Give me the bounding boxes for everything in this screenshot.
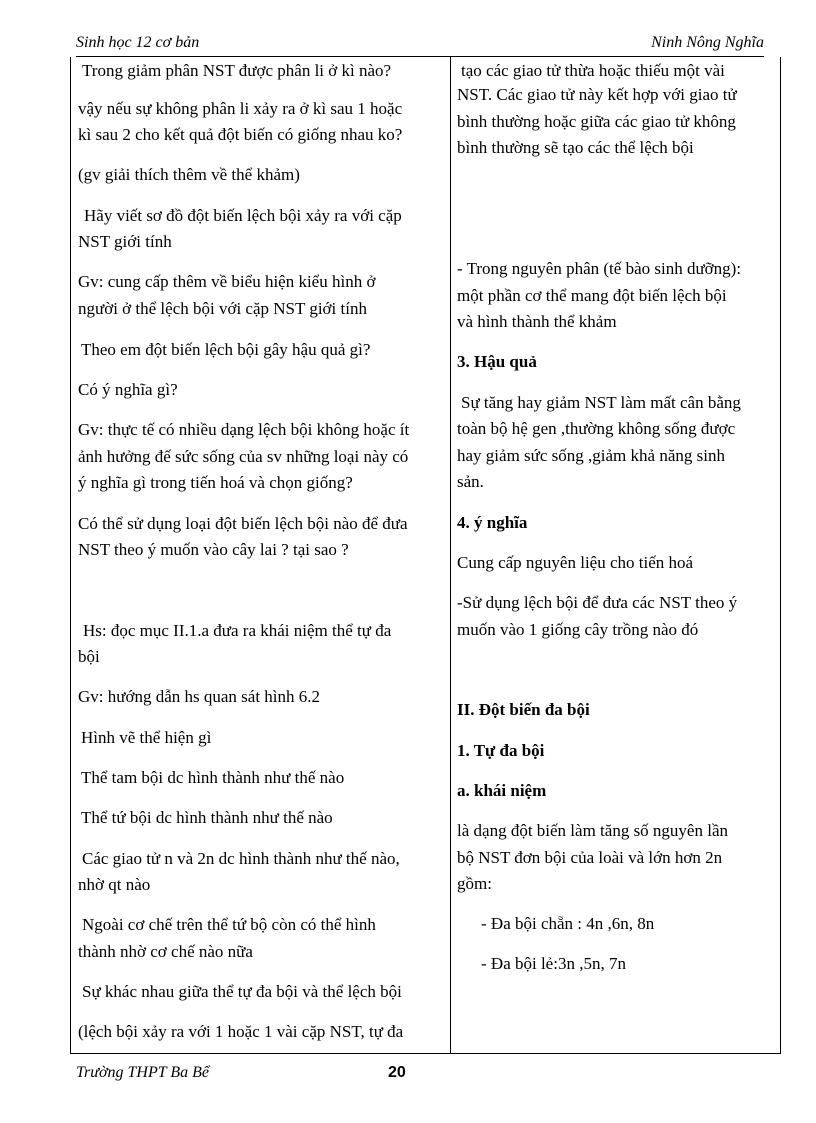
left-line: Có thể sử dụng loại đột biến lệch bội nào để đưa (78, 514, 408, 533)
right-line: bình thường sẽ tạo các thể lệch bội (457, 138, 694, 157)
left-line: (lệch bội xảy ra với 1 hoặc 1 vài cặp NST, tự đa (78, 1022, 404, 1041)
left-line: Hs: đọc mục II.1.a đưa ra khái niệm thể tự đa (83, 621, 392, 640)
left-line: Thể tứ bội dc hình thành như thế nào (81, 808, 333, 827)
left-line: vậy nếu sự không phân li xảy ra ở kì sau 1 hoặc (78, 99, 403, 118)
left-line: Gv: cung cấp thêm về biểu hiện kiểu hình ở (78, 272, 376, 291)
left-line: Có ý nghĩa gì? (78, 380, 178, 399)
right-line: là dạng đột biến làm tăng số nguyên lần (457, 821, 728, 840)
left-line: Theo em đột biến lệch bội gây hậu quả gì? (81, 340, 371, 359)
header-author: Ninh Nông Nghĩa (651, 34, 764, 51)
left-line: Sự khác nhau giữa thể tự đa bội và thể lệch bội (82, 982, 402, 1001)
left-line: nhờ qt nào (78, 875, 151, 894)
left-line: ý nghĩa gì trong tiến hoá và chọn giống? (78, 473, 353, 492)
left-line: Trong giảm phân NST được phân li ở kì nào? (82, 61, 392, 80)
left-line: bội (78, 647, 100, 666)
right-line: toàn bộ hệ gen ,thường không sống được (457, 419, 736, 438)
content-table (70, 57, 781, 1054)
section-heading: 3. Hậu quả (457, 352, 537, 371)
left-line: Hình vẽ thể hiện gì (81, 728, 212, 747)
left-line: kì sau 2 cho kết quả đột biến có giống nhau ko? (78, 125, 403, 144)
right-line: - Đa bội lẻ:3n ,5n, 7n (481, 954, 626, 973)
left-line: thành nhờ cơ chế nào nữa (78, 942, 253, 961)
right-line: Sự tăng hay giảm NST làm mất cân bằng (461, 393, 741, 412)
section-heading: II. Đột biến đa bội (457, 700, 590, 719)
section-heading: 1. Tự đa bội (457, 741, 545, 760)
left-line: (gv giải thích thêm về thể khảm) (78, 165, 300, 184)
header-subject: Sinh học 12 cơ bản (76, 34, 200, 51)
section-heading: a. khái niệm (457, 781, 547, 800)
left-line: Ngoài cơ chế trên thể tứ bộ còn có thể hình (82, 915, 376, 934)
right-line: - Trong nguyên phân (tế bào sinh dưỡng): (457, 259, 742, 278)
left-line: Gv: hướng dẫn hs quan sát hình 6.2 (78, 687, 321, 706)
page-header (76, 34, 764, 57)
right-line: và hình thành thể khảm (457, 312, 617, 331)
right-line: sản. (457, 472, 484, 491)
right-line: bình thường hoặc giữa các giao tử không (457, 112, 736, 131)
right-line: tạo các giao tử thừa hoặc thiếu một vài (461, 61, 725, 80)
column-divider (450, 57, 451, 1053)
right-line: -Sử dụng lệch bội để đưa các NST theo ý (457, 593, 738, 612)
right-line: bộ NST đơn bội của loài và lớn hơn 2n (457, 848, 723, 867)
right-line: Cung cấp nguyên liệu cho tiến hoá (457, 553, 694, 572)
right-line: gồm: (457, 874, 492, 893)
right-line: NST. Các giao tử này kết hợp với giao tử (457, 85, 737, 104)
page-footer (76, 1064, 764, 1086)
right-line: một phần cơ thể mang đột biến lệch bội (457, 286, 727, 305)
section-heading: 4. ý nghĩa (457, 513, 528, 532)
left-line: NST theo ý muốn vào cây lai ? tại sao ? (78, 540, 349, 559)
left-line: Các giao tử n và 2n dc hình thành như thế nào, (82, 849, 400, 868)
left-line: Thể tam bội dc hình thành như thế nào (81, 768, 345, 787)
left-line: Gv: thực tế có nhiều dạng lệch bội không hoặc ít (78, 420, 410, 439)
left-line: người ở thể lệch bội với cặp NST giới tính (78, 299, 367, 318)
left-line: ảnh hưởng đế sức sống của sv những loại này có (78, 447, 409, 466)
left-line: Hãy viết sơ đồ đột biến lệch bội xảy ra với cặp (84, 206, 402, 225)
footer-school: Trường THPT Ba Bể (76, 1064, 209, 1081)
page-number: 20 (388, 1064, 406, 1081)
right-line: hay giảm sức sống ,giảm khả năng sinh (457, 446, 725, 465)
right-line: - Đa bội chẵn : 4n ,6n, 8n (481, 914, 655, 933)
left-line: NST giới tính (78, 232, 172, 251)
right-line: muốn vào 1 giống cây trồng nào đó (457, 620, 699, 639)
